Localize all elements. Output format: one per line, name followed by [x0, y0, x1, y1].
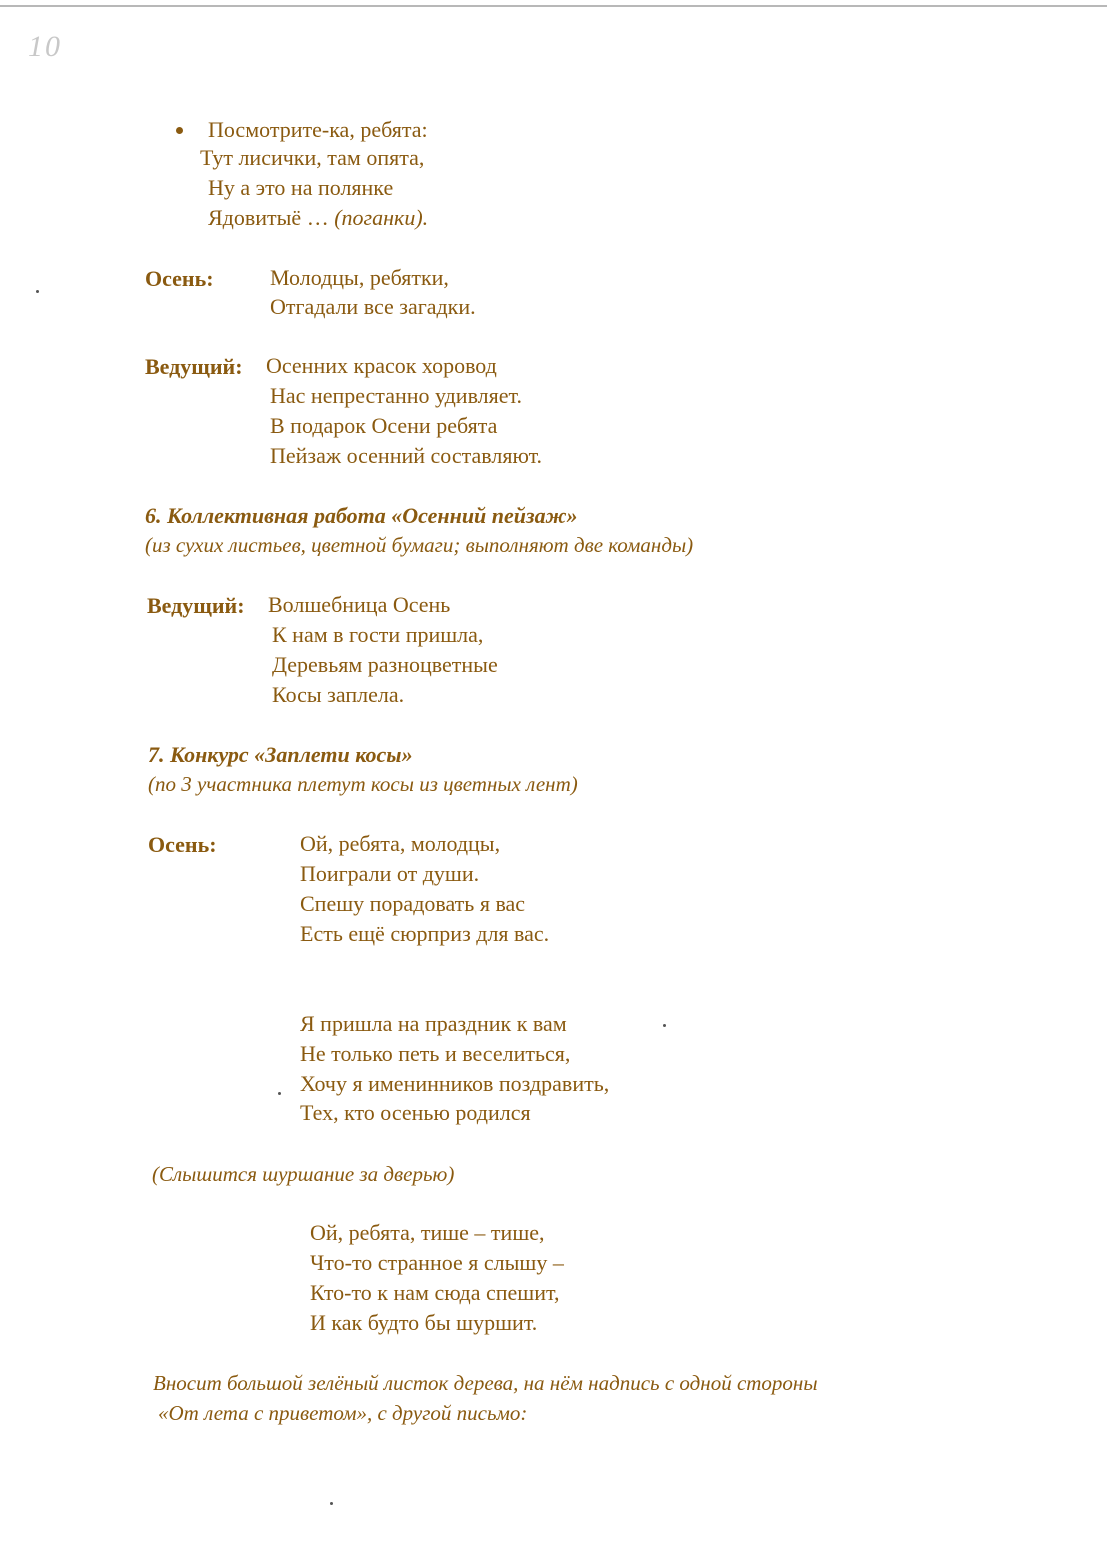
autumn-3-line-4: Тех, кто осенью родился	[300, 1100, 531, 1125]
autumn-3-line-2: Не только петь и веселиться,	[300, 1041, 571, 1066]
autumn-2-line-1: Ой, ребята, молодцы,	[300, 831, 501, 856]
scan-speck	[36, 290, 39, 293]
speaker-host: Ведущий:	[147, 593, 245, 618]
autumn-4-line-4: И как будто бы шуршит.	[310, 1310, 538, 1335]
section-6-note: (из сухих листьев, цветной бумаги; выполняют две команды)	[145, 533, 694, 557]
autumn-4-line-1: Ой, ребята, тише – тише,	[310, 1220, 545, 1245]
autumn-2-line-4: Есть ещё сюрприз для вас.	[300, 921, 550, 946]
bullet-icon	[176, 127, 183, 134]
autumn-3-line-1: Я пришла на праздник к вам	[300, 1011, 567, 1036]
host-1-line-3: В подарок Осени ребята	[270, 413, 498, 438]
autumn-1-line-1: Молодцы, ребятки,	[270, 265, 449, 290]
autumn-1-line-2: Отгадали все загадки.	[270, 294, 476, 319]
riddle-answer: (поганки).	[334, 205, 429, 230]
stage-note-rustling: (Слышится шуршание за дверью)	[152, 1162, 455, 1186]
handwritten-page-number: 10	[28, 30, 62, 63]
speaker-autumn: Осень:	[145, 266, 214, 291]
stage-note-leaf-line-1: Вносит большой зелёный листок дерева, на нём надпись с одной стороны	[153, 1371, 818, 1395]
scan-speck	[330, 1502, 333, 1505]
host-2-line-3: Деревьям разноцветные	[272, 652, 498, 677]
riddle-line-1: Посмотрите-ка, ребята:	[208, 117, 428, 142]
autumn-3-line-3: Хочу я именинников поздравить,	[300, 1071, 610, 1096]
riddle-line-4-text: Ядовитыё …	[208, 205, 335, 230]
riddle-line-3: Ну а это на полянке	[208, 175, 394, 200]
riddle-line-4	[208, 204, 428, 232]
riddle-line-2: Тут лисички, там опята,	[200, 145, 425, 170]
speaker-host: Ведущий:	[145, 354, 243, 379]
scan-speck	[663, 1024, 666, 1027]
host-1-line-1: Осенних красок хоровод	[266, 353, 497, 378]
stage-note-leaf-line-2: «От лета с приветом», с другой письмо:	[158, 1401, 528, 1425]
host-2-line-1: Волшебница Осень	[268, 592, 451, 617]
scan-speck	[278, 1092, 281, 1095]
host-2-line-2: К нам в гости пришла,	[272, 622, 484, 647]
host-1-line-4: Пейзаж осенний составляют.	[270, 443, 543, 468]
section-7-title: 7. Конкурс «Заплети косы»	[148, 742, 413, 767]
page-top-edge	[0, 5, 1107, 7]
autumn-2-line-2: Поиграли от души.	[300, 861, 480, 886]
section-7-note: (по 3 участника плетут косы из цветных лент)	[148, 772, 578, 796]
autumn-4-line-3: Кто-то к нам сюда спешит,	[310, 1280, 560, 1305]
host-2-line-4: Косы заплела.	[272, 682, 405, 707]
host-1-line-2: Нас непрестанно удивляет.	[270, 383, 523, 408]
autumn-4-line-2: Что-то странное я слышу –	[310, 1250, 564, 1275]
section-6-title: 6. Коллективная работа «Осенний пейзаж»	[145, 503, 578, 528]
autumn-2-line-3: Спешу порадовать я вас	[300, 891, 526, 916]
speaker-autumn: Осень:	[148, 832, 217, 857]
